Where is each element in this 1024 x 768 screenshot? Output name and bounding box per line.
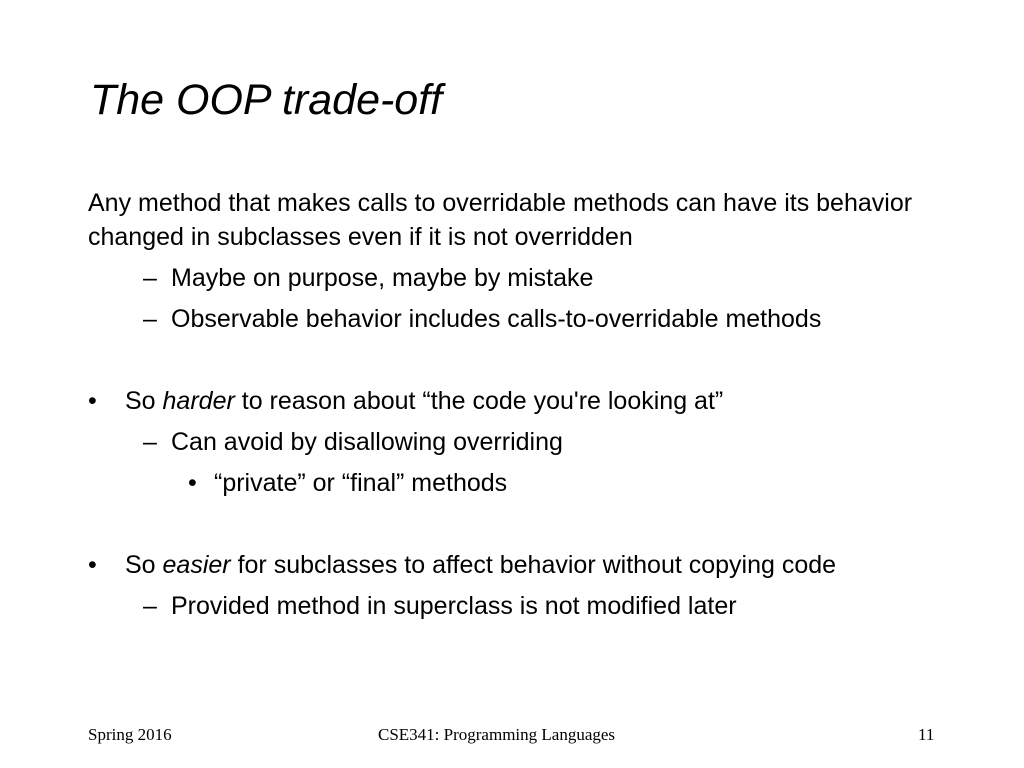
bullet-harder-suffix: to reason about “the code you're looking at” — [234, 387, 724, 415]
intro-subpoint-1: Maybe on purpose, maybe by mistake — [171, 264, 594, 292]
dash-marker: – — [143, 428, 157, 456]
bullet-harder-prefix: So — [125, 387, 163, 415]
bullet-harder-subpoint: Can avoid by disallowing overriding — [171, 428, 563, 456]
bullet-marker: • — [88, 387, 97, 415]
footer-course: CSE341: Programming Languages — [378, 725, 616, 744]
footer-date: Spring 2016 — [88, 725, 172, 744]
slide-title: The OOP trade-off — [90, 76, 443, 124]
bullet-easier-prefix: So — [125, 551, 163, 579]
dash-marker: – — [143, 592, 157, 620]
bullet-easier-subpoint: Provided method in superclass is not modified later — [171, 592, 737, 620]
dash-marker: – — [143, 264, 157, 292]
bullet-harder — [125, 384, 723, 418]
dash-marker: – — [143, 305, 157, 333]
bullet-easier-suffix: for subclasses to affect behavior without copying code — [230, 551, 837, 579]
intro-paragraph: Any method that makes calls to overridable methods can have its behavior changed in subclasses even if it is not overridden — [88, 189, 913, 251]
bullet-harder-subsubpoint: “private” or “final” methods — [214, 469, 508, 497]
bullet-harder-emphasis: harder — [162, 387, 235, 415]
bullet-marker: • — [188, 469, 197, 497]
bullet-marker: • — [88, 551, 97, 579]
intro-subpoint-2: Observable behavior includes calls-to-overridable methods — [171, 305, 822, 333]
footer-page-number: 11 — [918, 725, 935, 744]
bullet-easier-emphasis: easier — [162, 551, 231, 579]
bullet-easier — [125, 548, 836, 582]
